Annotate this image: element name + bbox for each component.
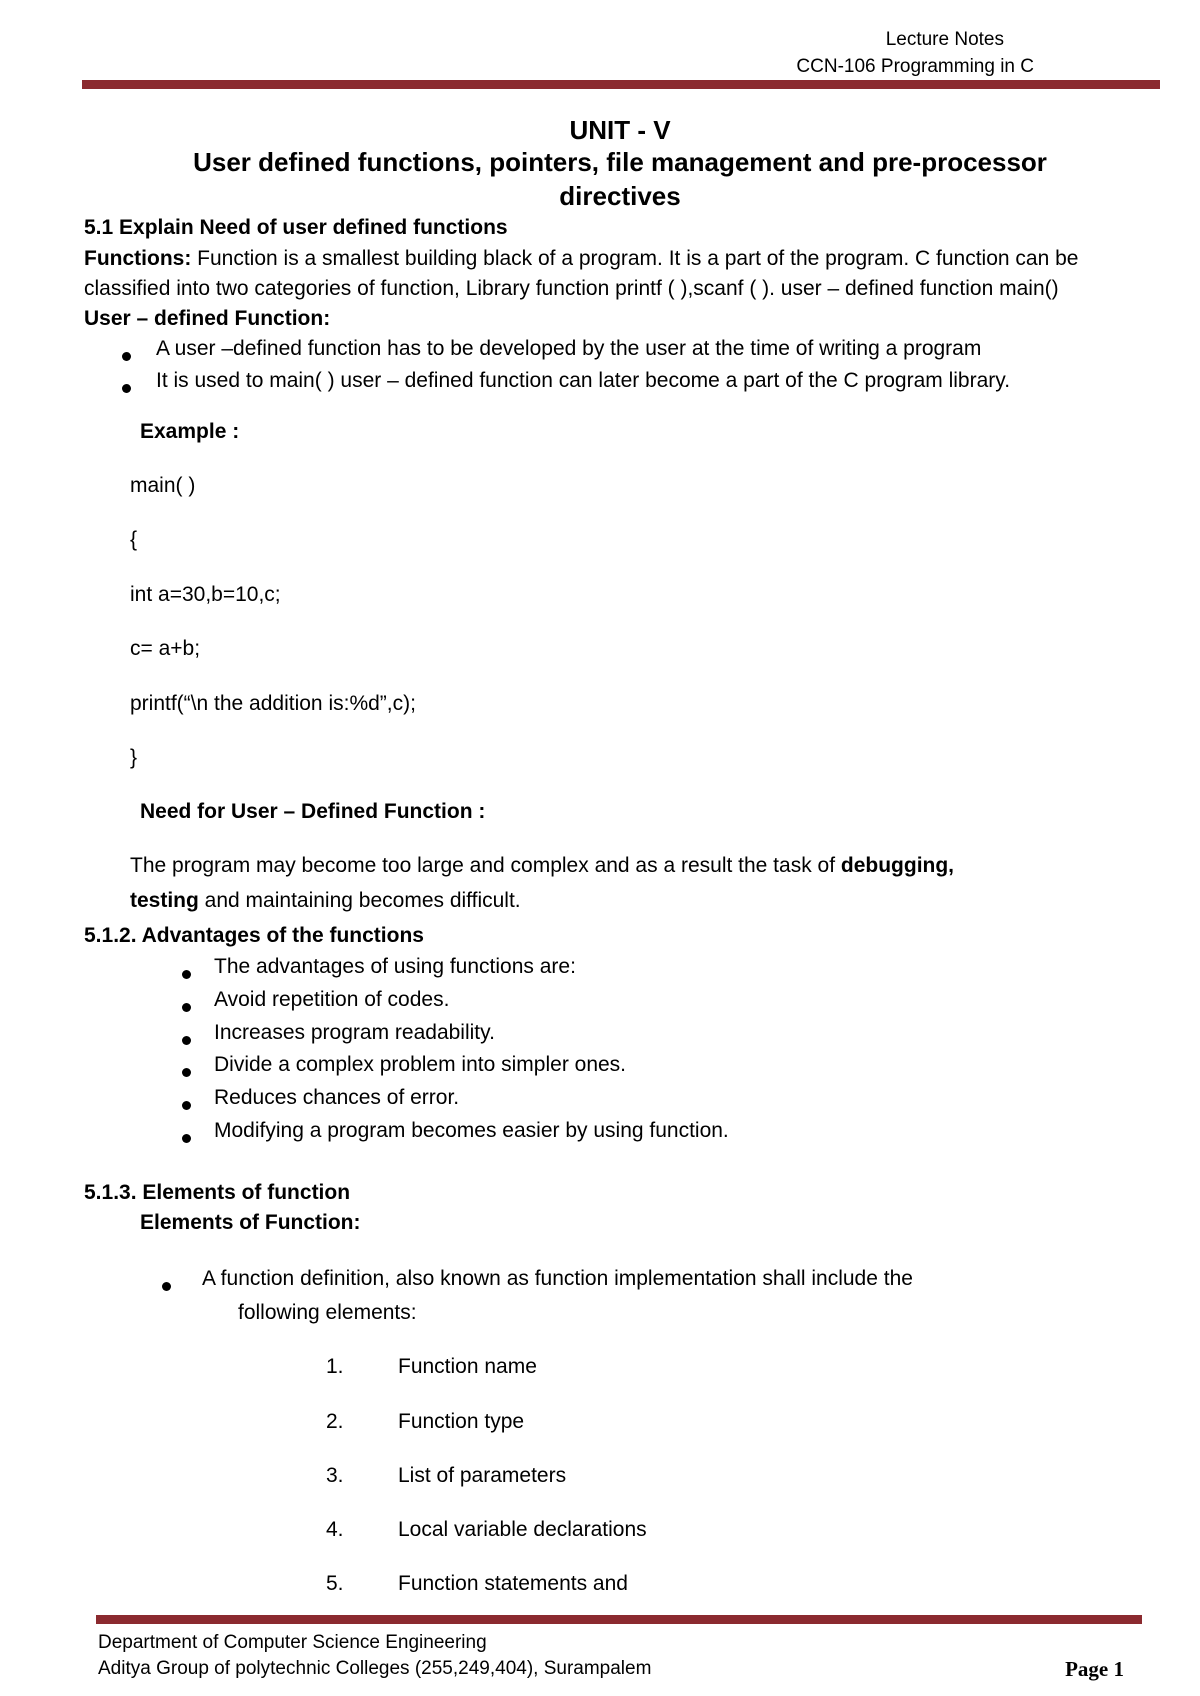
need-text-bold: testing bbox=[130, 889, 199, 912]
need-text-plain: and maintaining becomes difficult. bbox=[198, 889, 521, 912]
need-text-bold: debugging, bbox=[840, 854, 955, 877]
list-number: 3. bbox=[326, 1464, 344, 1487]
bullet-icon bbox=[182, 1027, 191, 1051]
header-lecture-notes: Lecture Notes bbox=[885, 29, 1004, 50]
footer-college: Aditya Group of polytechnic Colleges (255,249,404), Surampalem bbox=[98, 1658, 652, 1679]
list-item: Function statements and bbox=[398, 1572, 628, 1595]
need-heading: Need for User – Defined Function : bbox=[140, 800, 486, 823]
udf-bullet-1: A user –defined function has to be developed by the user at the time of writing a program bbox=[156, 337, 982, 360]
list-number: 4. bbox=[326, 1518, 344, 1541]
code-line: main( ) bbox=[130, 474, 196, 497]
list-item: List of parameters bbox=[398, 1464, 567, 1487]
header-course-code: CCN-106 Programming in C bbox=[796, 56, 1034, 77]
list-number: 5. bbox=[326, 1572, 344, 1595]
code-line: c= a+b; bbox=[130, 637, 201, 660]
code-line: printf(“\n the addition is:%d”,c); bbox=[130, 692, 416, 715]
elements-bullet-line2: following elements: bbox=[238, 1301, 417, 1324]
footer-department: Department of Computer Science Engineering bbox=[98, 1632, 487, 1653]
page-title-line1: User defined functions, pointers, file management and pre-processor bbox=[193, 147, 1047, 177]
list-number: 2. bbox=[326, 1410, 344, 1433]
advantage-bullet: Increases program readability. bbox=[214, 1021, 495, 1044]
bullet-icon bbox=[182, 1059, 191, 1083]
bullet-icon bbox=[182, 1092, 191, 1116]
advantage-bullet: The advantages of using functions are: bbox=[214, 955, 576, 978]
functions-paragraph-line1 bbox=[84, 247, 1078, 271]
unit-title: UNIT - V bbox=[569, 115, 671, 145]
section-heading-5-1-2: 5.1.2. Advantages of the functions bbox=[84, 924, 424, 947]
udf-heading: User – defined Function: bbox=[84, 307, 331, 330]
bullet-icon bbox=[122, 375, 131, 399]
footer-rule bbox=[96, 1615, 1142, 1624]
functions-paragraph-line2: classified into two categories of function, Library function printf ( ),scanf ( ). user – defined function main() bbox=[84, 277, 1059, 300]
bullet-icon bbox=[182, 1125, 191, 1149]
elements-subheading: Elements of Function: bbox=[140, 1211, 361, 1234]
udf-bullet-2: It is used to main( ) user – defined function can later become a part of the C program library. bbox=[156, 369, 1011, 392]
section-heading-5-1-3: 5.1.3. Elements of function bbox=[84, 1181, 351, 1204]
elements-bullet-line1: A function definition, also known as function implementation shall include the bbox=[202, 1267, 913, 1290]
bullet-icon bbox=[162, 1273, 171, 1297]
code-line: { bbox=[130, 528, 138, 551]
advantage-bullet: Reduces chances of error. bbox=[214, 1086, 460, 1109]
advantage-bullet: Divide a complex problem into simpler ones. bbox=[214, 1053, 627, 1076]
functions-label: Functions: bbox=[84, 247, 192, 270]
page-title-line2: directives bbox=[559, 181, 681, 211]
code-line: int a=30,b=10,c; bbox=[130, 583, 281, 606]
need-text-plain: The program may become too large and complex and as a result the task of bbox=[130, 854, 841, 877]
need-paragraph-line2 bbox=[130, 889, 521, 913]
bullet-icon bbox=[182, 961, 191, 985]
code-line: } bbox=[130, 746, 138, 769]
list-item: Local variable declarations bbox=[398, 1518, 647, 1541]
list-item: Function name bbox=[398, 1355, 537, 1378]
header-rule bbox=[82, 80, 1160, 89]
bullet-icon bbox=[182, 994, 191, 1018]
need-paragraph-line1 bbox=[130, 854, 954, 878]
advantage-bullet: Modifying a program becomes easier by using function. bbox=[214, 1119, 729, 1142]
advantage-bullet: Avoid repetition of codes. bbox=[214, 988, 450, 1011]
example-label: Example : bbox=[140, 420, 240, 443]
list-item: Function type bbox=[398, 1410, 525, 1433]
list-number: 1. bbox=[326, 1355, 344, 1378]
bullet-icon bbox=[122, 343, 131, 367]
section-heading-5-1: 5.1 Explain Need of user defined functions bbox=[84, 216, 508, 239]
page-number: Page 1 bbox=[1065, 1657, 1124, 1681]
functions-text: Function is a smallest building black of a program. It is a part of the program. C function can be bbox=[191, 247, 1079, 270]
